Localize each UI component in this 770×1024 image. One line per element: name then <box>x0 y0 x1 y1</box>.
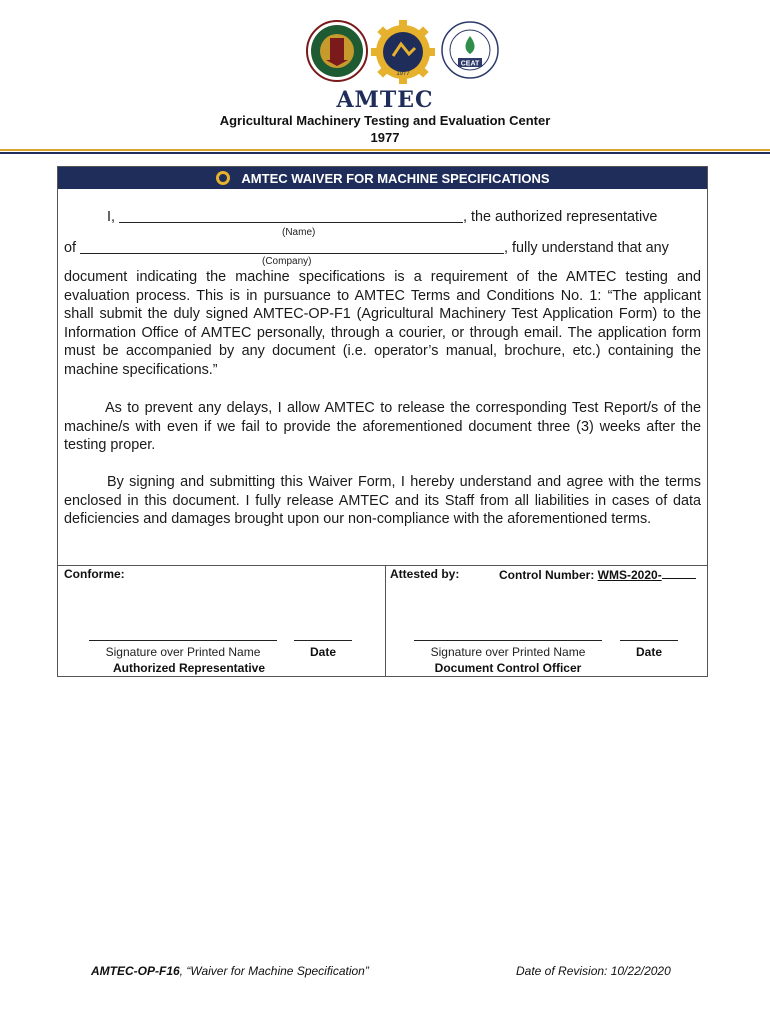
left-signature-line[interactable] <box>89 640 277 641</box>
header-rule-navy <box>0 152 770 154</box>
paragraph-1: document indicating the machine specifications is a requirement of the AMTEC testing and evaluation process. This is in pursuance to AMTEC Terms and Conditions No. 1: “The applicant shall submit the duly signed AMTEC-OP-F1 (Agricultural Machinery Test Application Form) to the Information Office of AMTEC personally, through a courier, or through email. The application form must be accompanied by any document (i.e. operator’s manual, brochure, etc.) containing the machine specifications.” <box>64 269 701 378</box>
line1-prefix: I, <box>107 209 115 225</box>
form-title: AMTEC WAIVER FOR MACHINE SPECIFICATIONS <box>241 170 550 186</box>
right-signature-line[interactable] <box>414 640 602 641</box>
name-field[interactable] <box>119 208 463 223</box>
org-year: 1977 <box>370 130 400 145</box>
line2-prefix: of <box>64 240 77 256</box>
company-line <box>64 239 669 256</box>
svg-text:1977: 1977 <box>396 71 410 77</box>
attested-label: Attested by: <box>390 567 460 581</box>
control-number <box>499 567 696 582</box>
line2-suffix: , fully understand that any <box>504 240 669 256</box>
header-rule-gold <box>0 149 770 151</box>
line1-suffix: , the authorized representative <box>463 209 658 225</box>
form-code: AMTEC-OP-F16 <box>91 964 180 978</box>
control-number-value: WMS-2020- <box>597 568 662 582</box>
form-title-bar <box>58 167 707 189</box>
right-date-line[interactable] <box>620 640 678 641</box>
org-short-name: AMTEC <box>336 87 434 113</box>
up-seal-icon <box>306 20 368 82</box>
gear-icon <box>215 170 231 186</box>
org-full-name: Agricultural Machinery Testing and Evaluation Center <box>219 113 551 128</box>
paragraph-2: As to prevent any delays, I allow AMTEC to release the corresponding Test Report/s of the machine/s with even if we fail to provide the aforementioned document three (3) weeks after the testing proper. <box>64 400 701 454</box>
footer-revision: Date of Revision: 10/22/2020 <box>516 964 671 978</box>
signature-divider <box>385 565 386 677</box>
company-caption: (Company) <box>262 256 312 267</box>
name-line <box>107 208 657 225</box>
form-title-footer: , “Waiver for Machine Specification” <box>179 964 369 978</box>
svg-text:CEAT: CEAT <box>460 60 480 68</box>
left-date-line[interactable] <box>294 640 352 641</box>
control-number-label: Control Number: <box>499 568 595 582</box>
left-role-label: Authorized Representative <box>112 661 266 675</box>
conforme-label: Conforme: <box>64 567 125 581</box>
right-role-label: Document Control Officer <box>434 661 582 675</box>
amtec-gear-icon <box>371 20 435 84</box>
company-field[interactable] <box>80 239 504 254</box>
paragraph-3: By signing and submitting this Waiver Form, I hereby understand and agree with the terms enclosed in this document. I fully release AMTEC and its Staff from all liabilities in cases of data deficiencies and damages brought upon our non-compliance with the aforementioned terms. <box>64 474 701 528</box>
name-caption: (Name) <box>282 227 316 238</box>
left-signature-caption: Signature over Printed Name <box>105 645 261 659</box>
ceat-seal-icon <box>440 20 500 80</box>
footer-form-code <box>91 964 369 978</box>
right-date-label: Date <box>635 645 662 659</box>
left-date-label: Date <box>309 645 336 659</box>
right-signature-caption: Signature over Printed Name <box>430 645 586 659</box>
